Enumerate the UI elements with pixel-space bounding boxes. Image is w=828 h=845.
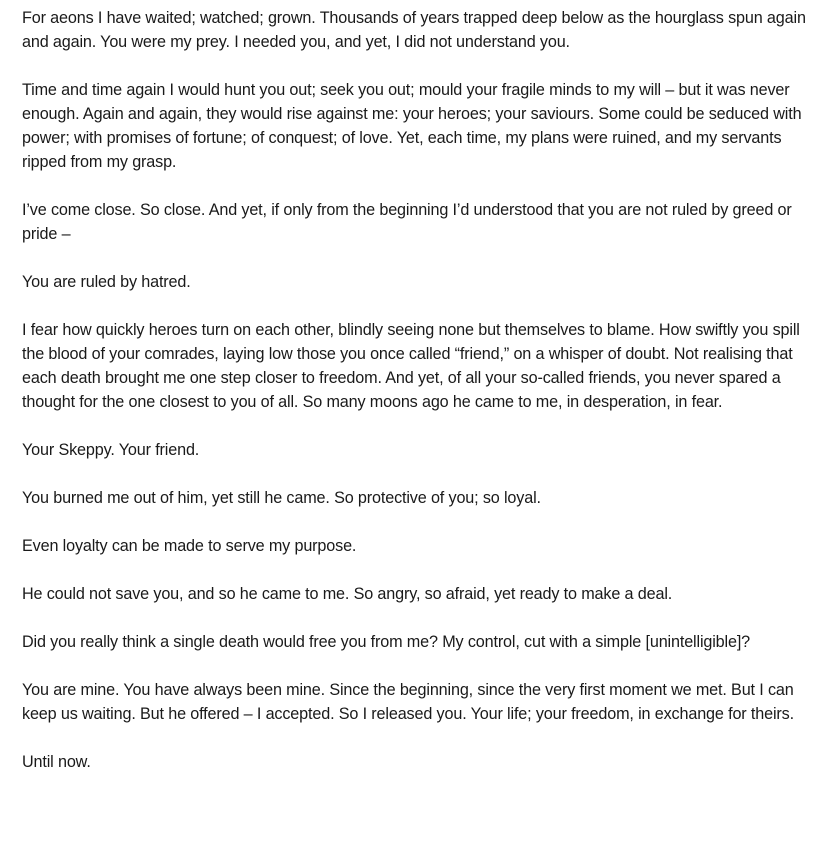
paragraph: I fear how quickly heroes turn on each other, blindly seeing none but themselves to blame. How swiftly you spill the blood of your comrades, laying low those you once called “friend,” on a whisper of doubt. Not realising that each death brought me one step closer to freedom. And yet, of all your so-called friends, you never spared a thought for the one closest to you of all. So many moons ago he came to me, in desperation, in fear. <box>22 321 800 411</box>
paragraph: For aeons I have waited; watched; grown. Thousands of years trapped deep below as the hourglass spun again and again. You were my prey. I needed you, and yet, I did not understand you. <box>22 9 806 51</box>
paragraph: Your Skeppy. Your friend. <box>22 441 200 459</box>
paragraph: I’ve come close. So close. And yet, if only from the beginning I’d understood that you are not ruled by greed or pride – <box>22 201 792 243</box>
paragraph: You are ruled by hatred. <box>22 273 191 291</box>
paragraph: Even loyalty can be made to serve my purpose. <box>22 537 357 555</box>
paragraph: You are mine. You have always been mine. Since the beginning, since the very first moment we met. But I can keep us waiting. But he offered – I accepted. So I released you. Your life; your freedom, in exchange for theirs. <box>22 681 794 723</box>
paragraph: You burned me out of him, yet still he came. So protective of you; so loyal. <box>22 489 541 507</box>
paragraph: Time and time again I would hunt you out; seek you out; mould your fragile minds to my will – but it was never enough. Again and again, they would rise against me: your heroes; your saviours. Some could be seduced with power; with promises of fortune; of conquest; of love. Yet, each time, my plans were ruined, and my servants ripped from my grasp. <box>22 81 802 171</box>
paragraph: Until now. <box>22 753 91 771</box>
paragraph: Did you really think a single death would free you from me? My control, cut with a simple [unintelligible]? <box>22 633 751 651</box>
paragraph: He could not save you, and so he came to me. So angry, so afraid, yet ready to make a deal. <box>22 585 673 603</box>
